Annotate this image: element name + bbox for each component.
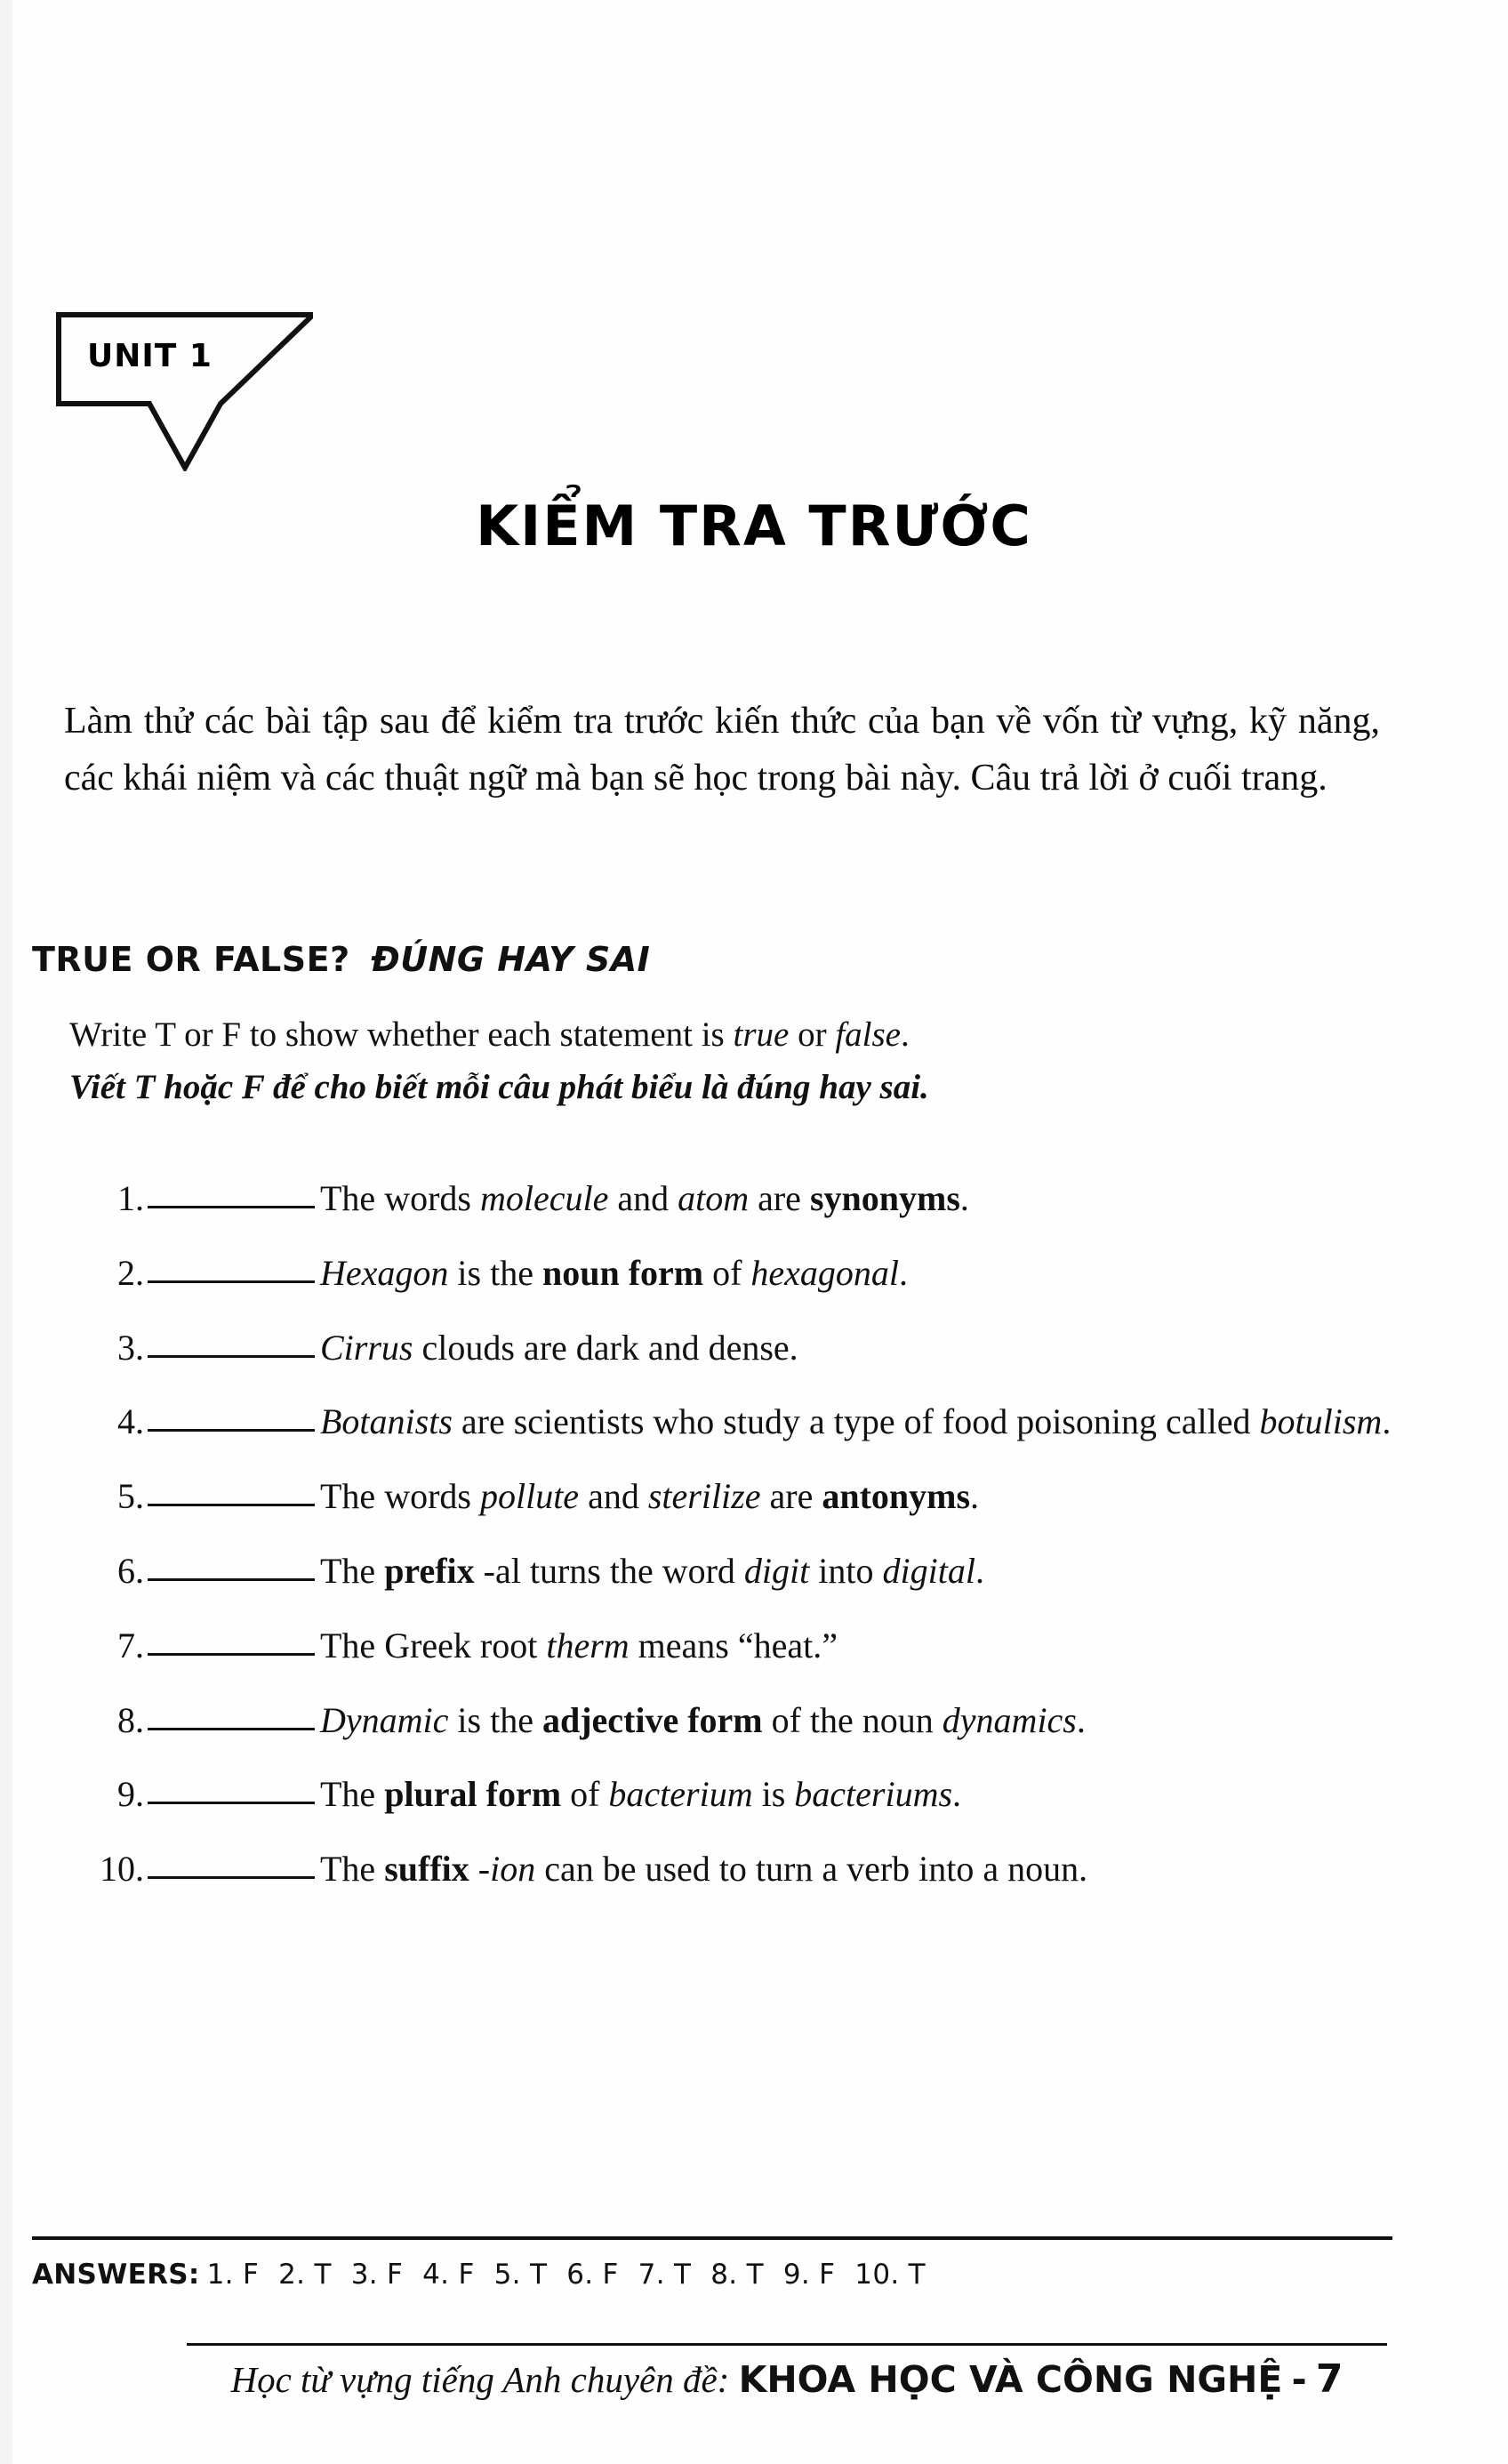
question-row	[71, 1696, 1423, 1746]
question-row	[71, 1248, 1423, 1299]
question-text-fragment: .	[970, 1476, 980, 1517]
question-text-fragment: digital	[882, 1550, 975, 1591]
answer-item: 7. T	[638, 2259, 692, 2291]
question-text-fragment: The	[320, 1849, 385, 1890]
unit-banner-shape	[55, 311, 313, 471]
question-text-fragment: Hexagon	[320, 1252, 449, 1293]
question-text-fragment: are	[760, 1476, 822, 1517]
question-text-fragment: clouds are dark and dense.	[413, 1327, 798, 1368]
question-text-fragment: of	[561, 1774, 609, 1815]
answer-blank-input[interactable]	[148, 1546, 315, 1581]
question-text-fragment: therm	[546, 1625, 630, 1665]
answers-divider	[32, 2236, 1392, 2240]
question-text-fragment: can be used to turn a verb into a noun.	[535, 1849, 1088, 1890]
question-text	[315, 1770, 1423, 1820]
question-number: 8.	[117, 1699, 144, 1740]
question-text	[315, 1546, 1423, 1597]
question-text-fragment: -al turns the word	[474, 1550, 744, 1591]
question-text-fragment: and	[579, 1476, 648, 1517]
question-text-fragment: botulism	[1259, 1401, 1383, 1442]
question-number: 7.	[117, 1625, 144, 1665]
unit-label: UNIT 1	[87, 338, 213, 374]
question-text-fragment: of	[703, 1252, 751, 1293]
answer-blank-input[interactable]	[148, 1397, 315, 1432]
instruction-en-false: false	[835, 1015, 901, 1054]
unit-banner	[55, 311, 313, 471]
question-number: 3.	[117, 1327, 144, 1368]
question-row	[71, 1472, 1423, 1522]
question-text-fragment: Cirrus	[320, 1327, 413, 1368]
answer-item: 9. F	[782, 2259, 836, 2291]
footer-dash: -	[1291, 2358, 1307, 2401]
answer-item: 10. T	[854, 2259, 926, 2291]
question-text-fragment: noun form	[541, 1252, 704, 1293]
question-text	[315, 1696, 1423, 1746]
intro-paragraph: Làm thử các bài tập sau để kiểm tra trước kiến thức của bạn về vốn từ vựng, kỹ năng, các khái niệm và các thuật ngữ mà bạn sẽ học trong bài này. Câu trả lời ở cuối trang.	[64, 701, 1380, 799]
answer-item: 1. F	[206, 2259, 260, 2291]
question-text	[315, 1174, 1423, 1224]
question-row	[71, 1770, 1423, 1820]
question-text-fragment: suffix	[384, 1849, 469, 1890]
question-text	[315, 1472, 1423, 1522]
question-list	[71, 1174, 1423, 1919]
section-heading-vi: ĐÚNG HAY SAI	[371, 940, 651, 979]
question-text-fragment: means “heat.”	[629, 1625, 838, 1665]
question-text-fragment: .	[899, 1252, 909, 1293]
page-footer	[187, 2356, 1387, 2402]
answer-item: 8. T	[710, 2259, 764, 2291]
question-text	[315, 1844, 1423, 1895]
question-text-fragment: is the	[448, 1252, 542, 1293]
question-text-fragment: The	[320, 1774, 385, 1815]
question-text-fragment: plural form	[384, 1774, 562, 1815]
question-text-fragment: The	[320, 1550, 385, 1591]
question-text-fragment: molecule	[479, 1178, 609, 1218]
question-text-fragment: The Greek root	[320, 1625, 547, 1665]
question-text-fragment: are scientists who study a type of food poisoning called	[452, 1401, 1260, 1442]
question-row	[71, 1844, 1423, 1895]
question-text-fragment: .	[975, 1550, 984, 1591]
question-text-fragment: dynamics	[942, 1699, 1077, 1740]
question-text-fragment: .	[1076, 1699, 1086, 1740]
instruction-en-e: .	[900, 1015, 910, 1054]
question-text-fragment: sterilize	[647, 1476, 761, 1517]
question-number: 9.	[117, 1774, 144, 1815]
question-text-fragment: prefix	[384, 1550, 475, 1591]
question-row	[71, 1323, 1423, 1374]
footer-topic: KHOA HỌC VÀ CÔNG NGHỆ	[738, 2358, 1283, 2401]
answer-blank-input[interactable]	[148, 1621, 315, 1656]
answers-items	[207, 2259, 945, 2291]
answer-blank-input[interactable]	[148, 1174, 315, 1208]
question-text	[315, 1621, 1423, 1672]
question-text-fragment: is	[752, 1774, 795, 1815]
question-text-fragment: is the	[448, 1699, 542, 1740]
question-number: 10.	[100, 1849, 144, 1890]
page-edge	[0, 0, 12, 2464]
question-row	[71, 1621, 1423, 1672]
answer-blank-input[interactable]	[148, 1770, 315, 1804]
answer-blank-input[interactable]	[148, 1248, 315, 1283]
question-text-fragment: Botanists	[320, 1401, 453, 1442]
answer-item: 4. F	[422, 2259, 475, 2291]
question-text-fragment: bacteriums	[794, 1774, 953, 1815]
instruction-en-c: or	[789, 1015, 836, 1054]
instruction-vi: Viết T hoặc F để cho biết mỗi câu phát biểu là đúng hay sai.	[69, 1067, 929, 1106]
question-text-fragment: and	[608, 1178, 678, 1218]
question-text-fragment: The words	[320, 1178, 480, 1218]
question-number: 5.	[117, 1476, 144, 1517]
question-text-fragment: .	[959, 1178, 969, 1218]
footer-page-number: 7	[1315, 2356, 1344, 2402]
answers-label: ANSWERS:	[32, 2259, 200, 2291]
question-text-fragment: into	[809, 1550, 883, 1591]
question-text-fragment: The words	[320, 1476, 480, 1517]
answer-item: 6. F	[566, 2259, 619, 2291]
question-row	[71, 1174, 1423, 1224]
question-text	[315, 1248, 1423, 1299]
answer-item: 3. F	[350, 2259, 404, 2291]
question-number: 6.	[117, 1550, 144, 1591]
page-title: KIỂM TRA TRƯỚC	[476, 494, 1032, 558]
instruction-en	[69, 1009, 1403, 1062]
answer-blank-input[interactable]	[148, 1696, 315, 1730]
answer-blank-input[interactable]	[148, 1472, 315, 1506]
question-row	[71, 1397, 1423, 1448]
question-text-fragment: antonyms	[822, 1476, 971, 1517]
question-text-fragment: atom	[678, 1178, 750, 1218]
section-heading-en: TRUE OR FALSE?	[32, 940, 350, 979]
answer-item: 2. T	[278, 2259, 332, 2291]
question-text-fragment: .	[1382, 1401, 1392, 1442]
question-number: 1.	[117, 1178, 144, 1218]
question-text-fragment: hexagonal	[750, 1252, 900, 1293]
answer-blank-input[interactable]	[148, 1844, 315, 1879]
question-text-fragment: adjective form	[541, 1699, 763, 1740]
question-text	[315, 1323, 1423, 1374]
question-text-fragment: digit	[743, 1550, 810, 1591]
question-text-fragment: -ion	[469, 1849, 536, 1890]
instruction-en-a: Write T or F to show whether each statement is	[69, 1015, 734, 1054]
instruction-en-true: true	[733, 1015, 790, 1054]
answers-line	[32, 2259, 945, 2291]
answer-item: 5. T	[493, 2259, 548, 2291]
section-heading	[32, 938, 1366, 980]
question-text-fragment: bacterium	[608, 1774, 753, 1815]
question-text-fragment: of the noun	[762, 1699, 942, 1740]
question-text-fragment: are	[749, 1178, 810, 1218]
section-instructions	[69, 1009, 1403, 1113]
question-text	[315, 1397, 1423, 1448]
question-row	[71, 1546, 1423, 1597]
question-number: 2.	[117, 1252, 144, 1293]
question-number: 4.	[117, 1401, 144, 1442]
footer-divider	[187, 2343, 1387, 2346]
question-text-fragment: pollute	[479, 1476, 580, 1517]
question-text-fragment: .	[952, 1774, 962, 1815]
question-text-fragment: Dynamic	[320, 1699, 449, 1740]
footer-series-title: Học từ vựng tiếng Anh chuyên đề:	[230, 2359, 730, 2400]
question-text-fragment: synonyms	[809, 1178, 960, 1218]
answer-blank-input[interactable]	[148, 1323, 315, 1358]
